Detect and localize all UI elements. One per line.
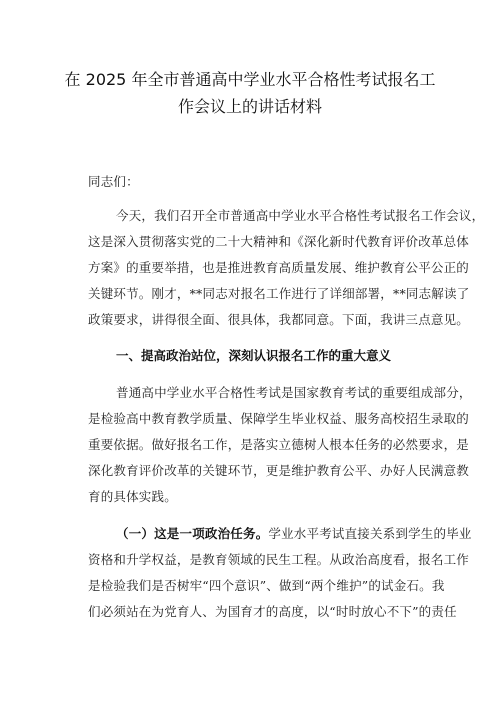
document-title-line-1: 在 2025 年全市普通高中学业水平合格性考试报名工 xyxy=(64,70,436,89)
paragraph-1-line-5: 政策要求，讲得很全面、很具体，我都同意。下面，我讲三点意见。 xyxy=(88,312,470,327)
paragraph-1-line-3: 方案》的重要举措，也是推进教育高质量发展、维护教育公平公正的 xyxy=(88,260,470,275)
subsection-1-heading: （一）这是一项政治任务。 xyxy=(116,526,269,541)
paragraph-1-line-1: 今天，我们召开全市普通高中学业水平合格性考试报名工作会议， xyxy=(116,208,485,223)
paragraph-2-line-1: 普通高中学业水平合格性考试是国家教育考试的重要组成部分， xyxy=(116,385,472,400)
subsection-1-first-line-text: 学业水平考试直接关系到学生的毕业 xyxy=(268,526,472,541)
paragraph-2-line-3: 重要依据。做好报名工作，是落实立德树人根本任务的必然要求，是 xyxy=(88,437,470,452)
paragraph-1-line-4: 关键环节。刚才，**同志对报名工作进行了详细部署，**同志解读了 xyxy=(88,286,470,301)
salutation: 同志们： xyxy=(88,174,139,189)
subsection-1-line-3: 是检验我们是否树牢“四个意识”、做到“两个维护”的试金石。我 xyxy=(88,578,445,593)
paragraph-2-line-2: 是检验高中教育教学质量、保障学生毕业权益、服务高校招生录取的 xyxy=(88,411,470,426)
paragraph-2-line-4: 深化教育评价改革的关键环节，更是维护教育公平、办好人民满意教 xyxy=(88,463,470,478)
subsection-1-line-2: 资格和升学权益，是教育领域的民生工程。从政治高度看，报名工作 xyxy=(88,552,470,567)
paragraph-2-line-5: 育的具体实践。 xyxy=(88,489,177,504)
subsection-1-line-1 xyxy=(116,526,472,542)
subsection-1-line-4: 们必须站在为党育人、为国育才的高度，以“时时放心不下”的责任 xyxy=(88,604,457,619)
section-heading-1: 一、提高政治站位，深刻认识报名工作的重大意义 xyxy=(116,348,392,363)
paragraph-1-line-2: 这是深入贯彻落实党的二十大精神和《深化新时代教育评价改革总体 xyxy=(88,234,470,249)
document-title-line-2: 作会议上的讲话材料 xyxy=(177,97,322,116)
